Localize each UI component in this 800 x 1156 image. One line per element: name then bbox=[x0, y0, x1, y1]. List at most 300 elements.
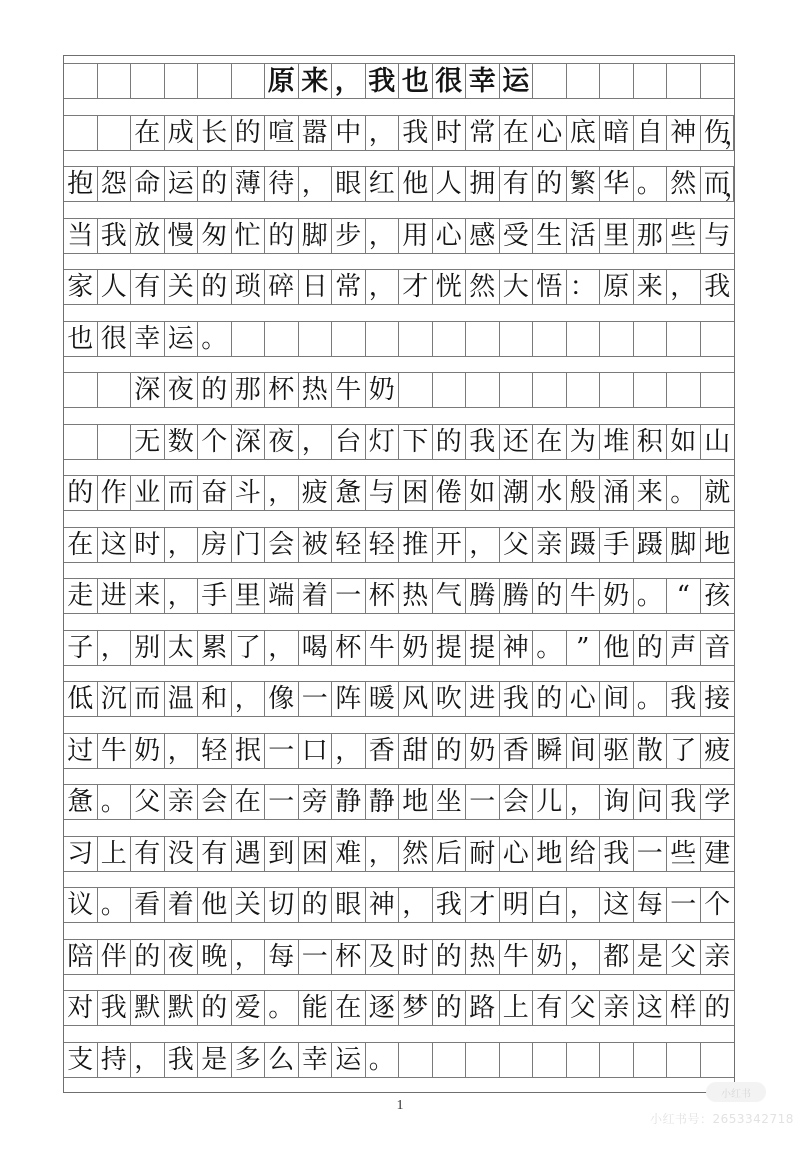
grid-cell: 的 bbox=[64, 476, 98, 510]
grid-cell: 蹑 bbox=[567, 528, 601, 562]
grid-cell: 奶 bbox=[466, 734, 500, 768]
text-row bbox=[64, 475, 734, 511]
grid-cell bbox=[567, 1043, 601, 1077]
grid-cell: 孩 bbox=[704, 581, 731, 611]
grid-cell: ， bbox=[299, 425, 333, 459]
grid-cell: 积 bbox=[634, 425, 668, 459]
grid-cell: 持 bbox=[98, 1043, 132, 1077]
grid-cell: 来 bbox=[634, 270, 668, 304]
grid-cell: 晚 bbox=[198, 940, 232, 974]
grid-cell: 门 bbox=[232, 528, 266, 562]
grid-cell: 样 bbox=[667, 991, 701, 1025]
grid-cell: 的 bbox=[433, 991, 467, 1025]
grid-cell bbox=[366, 322, 400, 356]
grid-cell: 华 bbox=[600, 167, 634, 201]
grid-cell: 来 bbox=[634, 476, 668, 510]
grid-cell: 困 bbox=[399, 476, 433, 510]
grid-cell: 活 bbox=[567, 219, 601, 253]
text-row bbox=[64, 218, 734, 254]
grid-cell: 。 bbox=[265, 991, 299, 1025]
grid-cell: 如 bbox=[667, 425, 701, 459]
grid-cell: 忙 bbox=[232, 219, 266, 253]
text-row bbox=[64, 269, 734, 305]
grid-cell: 着 bbox=[165, 888, 199, 922]
grid-cell: 累 bbox=[198, 631, 232, 665]
grid-cell: 气 bbox=[433, 579, 467, 613]
grid-cell: 斗 bbox=[232, 476, 266, 510]
grid-cell: 人 bbox=[98, 270, 132, 304]
grid-cell: 蹑 bbox=[634, 528, 668, 562]
grid-cell: 运 bbox=[332, 1043, 366, 1077]
grid-cell: 脚 bbox=[667, 528, 701, 562]
page-number: 1 bbox=[396, 1098, 404, 1113]
grid-cell: 奶 bbox=[131, 734, 165, 768]
grid-cell: 而 bbox=[701, 167, 735, 201]
grid-cell: 亲 bbox=[600, 991, 634, 1025]
grid-cell: 这 bbox=[98, 528, 132, 562]
grid-cell: 音 bbox=[704, 632, 731, 663]
grid-cell: 他 bbox=[399, 167, 433, 201]
grid-cell bbox=[634, 1043, 668, 1077]
grid-cell: 而 bbox=[131, 682, 165, 716]
grid-cell: ， bbox=[366, 837, 400, 871]
grid-cell: 。 bbox=[366, 1043, 400, 1077]
grid-cell: 的 bbox=[299, 888, 333, 922]
grid-cell: 很 bbox=[433, 64, 467, 98]
grid-cell: 杯 bbox=[332, 631, 366, 665]
grid-cell: 手 bbox=[600, 528, 634, 562]
grid-cell bbox=[332, 322, 366, 356]
grid-cell: 像 bbox=[265, 682, 299, 716]
grid-cell: 我 bbox=[667, 785, 701, 819]
grid-cell: 。 bbox=[634, 579, 668, 613]
grid-cell: 路 bbox=[466, 991, 500, 1025]
grid-cell bbox=[232, 322, 266, 356]
subheading-row bbox=[64, 372, 734, 408]
grid-cell: 切 bbox=[265, 888, 299, 922]
grid-cell: 及 bbox=[366, 940, 400, 974]
text-row bbox=[64, 527, 734, 563]
grid-cell: 是 bbox=[198, 1043, 232, 1077]
grid-cell: 深 bbox=[131, 373, 165, 407]
grid-cell: 用 bbox=[399, 219, 433, 253]
grid-cell: 甜 bbox=[399, 734, 433, 768]
grid-cell: 拥 bbox=[466, 167, 500, 201]
grid-cell: 房 bbox=[198, 528, 232, 562]
title-row bbox=[64, 63, 734, 99]
grid-cell: 端 bbox=[265, 579, 299, 613]
grid-cell: ， bbox=[98, 631, 132, 665]
grid-cell: 深 bbox=[232, 425, 266, 459]
grid-cell: 能 bbox=[299, 991, 333, 1025]
grid-cell bbox=[466, 322, 500, 356]
grid-cell: 遇 bbox=[232, 837, 266, 871]
grid-cell: ， bbox=[567, 888, 601, 922]
grid-cell: 关 bbox=[232, 888, 266, 922]
grid-cell: 时 bbox=[433, 116, 467, 150]
grid-cell: 堆 bbox=[600, 425, 634, 459]
grid-cell: 在 bbox=[64, 528, 98, 562]
grid-cell: 。 bbox=[634, 167, 668, 201]
grid-cell: 。 bbox=[533, 631, 567, 665]
grid-cell bbox=[667, 373, 701, 407]
grid-cell: 地 bbox=[399, 785, 433, 819]
grid-cell: 日 bbox=[299, 270, 333, 304]
grid-cell: 都 bbox=[600, 940, 634, 974]
grid-cell: ， bbox=[366, 219, 400, 253]
grid-cell: 这 bbox=[634, 991, 668, 1025]
grid-cell: 看 bbox=[131, 888, 165, 922]
grid-cell: 疲 bbox=[299, 476, 333, 510]
grid-cell: 抿 bbox=[232, 734, 266, 768]
text-row bbox=[64, 630, 734, 666]
grid-cell bbox=[433, 1043, 467, 1077]
grid-cell: 伴 bbox=[98, 940, 132, 974]
grid-cell bbox=[98, 373, 132, 407]
grid-cell: 时 bbox=[399, 940, 433, 974]
grid-cell bbox=[64, 373, 98, 407]
margin-punctuation: ， bbox=[723, 172, 750, 203]
grid-cell: 。 bbox=[634, 682, 668, 716]
grid-cell: 子 bbox=[64, 631, 98, 665]
grid-cell bbox=[533, 64, 567, 98]
grid-cell: ， bbox=[232, 682, 266, 716]
grid-cell: 。 bbox=[667, 476, 701, 510]
grid-cell bbox=[399, 1043, 433, 1077]
grid-cell bbox=[64, 116, 98, 150]
grid-cell: 而 bbox=[165, 476, 199, 510]
grid-cell: 幸 bbox=[466, 64, 500, 98]
grid-cell bbox=[600, 64, 634, 98]
grid-cell: 幸 bbox=[299, 1043, 333, 1077]
grid-cell: 声 bbox=[667, 631, 701, 665]
grid-cell: 奋 bbox=[198, 476, 232, 510]
grid-cell: 到 bbox=[265, 837, 299, 871]
grid-cell: 他 bbox=[600, 631, 634, 665]
grid-cell: 嚣 bbox=[299, 116, 333, 150]
grid-cell: 散 bbox=[634, 734, 668, 768]
grid-cell bbox=[667, 1043, 701, 1077]
grid-cell: 也 bbox=[399, 64, 433, 98]
grid-cell: 在 bbox=[131, 116, 165, 150]
grid-cell bbox=[634, 322, 668, 356]
grid-cell: 默 bbox=[131, 991, 165, 1025]
grid-cell: 抱 bbox=[64, 167, 98, 201]
grid-cell bbox=[600, 373, 634, 407]
grid-cell: 梦 bbox=[399, 991, 433, 1025]
grid-cell: 我 bbox=[667, 682, 701, 716]
manuscript-sheet bbox=[63, 55, 750, 1093]
grid-cell: 山 bbox=[704, 426, 731, 457]
grid-cell: 眼 bbox=[332, 888, 366, 922]
watermark-badge: 小红书 bbox=[706, 1082, 766, 1102]
grid-cell: 还 bbox=[500, 425, 534, 459]
grid-cell bbox=[399, 322, 433, 356]
grid-cell: 香 bbox=[500, 734, 534, 768]
grid-cell: 放 bbox=[131, 219, 165, 253]
grid-cell: 我 bbox=[98, 991, 132, 1025]
grid-cell: 接 bbox=[704, 684, 731, 714]
grid-cell: 的 bbox=[433, 940, 467, 974]
grid-cell: 恍 bbox=[433, 270, 467, 304]
grid-cell: ， bbox=[332, 734, 366, 768]
grid-cell: 逐 bbox=[366, 991, 400, 1025]
grid-cell: 坐 bbox=[433, 785, 467, 819]
grid-cell: 亲 bbox=[533, 528, 567, 562]
grid-cell: 瞬 bbox=[533, 734, 567, 768]
grid-cell: 喧 bbox=[265, 116, 299, 150]
grid-cell: 明 bbox=[500, 888, 534, 922]
grid-cell bbox=[466, 1043, 500, 1077]
grid-cell: 在 bbox=[332, 991, 366, 1025]
grid-cell bbox=[567, 322, 601, 356]
grid-cell: 作 bbox=[98, 476, 132, 510]
grid-cell: 推 bbox=[399, 528, 433, 562]
grid-cell: 我 bbox=[98, 219, 132, 253]
grid-cell: 每 bbox=[634, 888, 668, 922]
grid-cell: 匆 bbox=[198, 219, 232, 253]
grid-cell: 上 bbox=[500, 991, 534, 1025]
grid-cell: 的 bbox=[232, 116, 266, 150]
margin-punctuation: ， bbox=[723, 121, 750, 151]
grid-cell: 会 bbox=[500, 785, 534, 819]
grid-cell: 慢 bbox=[165, 219, 199, 253]
text-row bbox=[64, 836, 734, 872]
grid-cell: 奶 bbox=[533, 940, 567, 974]
grid-cell: 这 bbox=[600, 888, 634, 922]
grid-cell: 轻 bbox=[198, 734, 232, 768]
grid-cell: 人 bbox=[433, 167, 467, 201]
grid-cell: 伤 bbox=[701, 116, 735, 150]
grid-cell: 的 bbox=[198, 270, 232, 304]
grid-cell: 有 bbox=[198, 837, 232, 871]
grid-cell: 腾 bbox=[466, 579, 500, 613]
grid-cell: 来 bbox=[131, 579, 165, 613]
grid-cell: 心 bbox=[433, 219, 467, 253]
grid-cell bbox=[433, 373, 467, 407]
grid-cell: 轻 bbox=[332, 528, 366, 562]
grid-cell: 太 bbox=[165, 631, 199, 665]
grid-cell: 运 bbox=[165, 322, 199, 356]
grid-cell: ， bbox=[399, 888, 433, 922]
grid-cell bbox=[533, 373, 567, 407]
grid-cell bbox=[701, 373, 735, 407]
grid-cell: 。 bbox=[98, 785, 132, 819]
grid-cell bbox=[667, 64, 701, 98]
grid-cell: 常 bbox=[466, 116, 500, 150]
grid-cell: ， bbox=[265, 631, 299, 665]
grid-cell: 提 bbox=[433, 631, 467, 665]
grid-cell: ， bbox=[299, 167, 333, 201]
grid-cell: 我 bbox=[366, 64, 400, 98]
grid-cell bbox=[64, 64, 98, 98]
grid-cell: 没 bbox=[165, 837, 199, 871]
grid-cell: 我 bbox=[704, 272, 731, 302]
grid-cell: 在 bbox=[533, 425, 567, 459]
grid-cell: 香 bbox=[366, 734, 400, 768]
grid-cell: 长 bbox=[198, 116, 232, 150]
text-row bbox=[64, 784, 734, 820]
grid-cell: 数 bbox=[165, 425, 199, 459]
grid-cell: 学 bbox=[704, 787, 731, 817]
grid-cell: 腾 bbox=[500, 579, 534, 613]
grid-cell: 中 bbox=[332, 116, 366, 150]
grid-cell: 心 bbox=[567, 682, 601, 716]
grid-cell: 神 bbox=[366, 888, 400, 922]
grid-cell: ， bbox=[332, 64, 366, 98]
grid-cell: 也 bbox=[64, 322, 98, 356]
grid-cell: ， bbox=[265, 476, 299, 510]
grid-cell: 的 bbox=[533, 579, 567, 613]
grid-cell: 有 bbox=[533, 991, 567, 1025]
grid-cell bbox=[533, 322, 567, 356]
grid-cell: 。 bbox=[98, 888, 132, 922]
grid-cell: 父 bbox=[667, 940, 701, 974]
grid-cell: ” bbox=[567, 631, 601, 665]
grid-cell: 建 bbox=[704, 838, 731, 869]
grid-cell: 地 bbox=[533, 837, 567, 871]
grid-cell: 薄 bbox=[232, 167, 266, 201]
text-row bbox=[64, 681, 734, 717]
grid-cell bbox=[466, 373, 500, 407]
text-row bbox=[64, 939, 734, 975]
grid-cell: 命 bbox=[131, 167, 165, 201]
grid-cell: 然 bbox=[399, 837, 433, 871]
grid-cell: 了 bbox=[667, 734, 701, 768]
grid-cell bbox=[701, 1043, 735, 1077]
grid-cell: 倦 bbox=[433, 476, 467, 510]
grid-cell: 那 bbox=[634, 219, 668, 253]
grid-cell: 被 bbox=[299, 528, 333, 562]
text-row bbox=[64, 166, 750, 203]
grid-cell: 感 bbox=[466, 219, 500, 253]
grid-cell bbox=[433, 322, 467, 356]
grid-cell: 神 bbox=[500, 631, 534, 665]
grid-cell: 的 bbox=[265, 219, 299, 253]
grid-cell: 一 bbox=[299, 940, 333, 974]
grid-cell: 原 bbox=[600, 270, 634, 304]
grid-cell: 下 bbox=[399, 425, 433, 459]
grid-cell: 与 bbox=[704, 220, 731, 251]
watermark-text: 小红书号：2653342718 bbox=[650, 1112, 794, 1126]
grid-cell: 一 bbox=[332, 579, 366, 613]
grid-cell bbox=[600, 1043, 634, 1077]
grid-cell: 潮 bbox=[500, 476, 534, 510]
grid-cell: 支 bbox=[64, 1043, 98, 1077]
grid-cell: 台 bbox=[332, 425, 366, 459]
grid-cell: 间 bbox=[600, 682, 634, 716]
grid-cell: 脚 bbox=[299, 219, 333, 253]
grid-cell: 别 bbox=[131, 631, 165, 665]
grid-cell: 低 bbox=[64, 682, 98, 716]
grid-cell: 父 bbox=[567, 991, 601, 1025]
grid-cell: 进 bbox=[98, 579, 132, 613]
text-row bbox=[64, 321, 734, 357]
grid-cell: 才 bbox=[466, 888, 500, 922]
grid-cell bbox=[232, 64, 266, 98]
grid-cell: 会 bbox=[198, 785, 232, 819]
grid-cell: 静 bbox=[332, 785, 366, 819]
grid-cell: ： bbox=[567, 270, 601, 304]
grid-cell: 耐 bbox=[466, 837, 500, 871]
grid-cell: 才 bbox=[399, 270, 433, 304]
grid-cell: 询 bbox=[600, 785, 634, 819]
grid-cell: 业 bbox=[131, 476, 165, 510]
grid-cell: 暗 bbox=[600, 116, 634, 150]
grid-cell bbox=[399, 373, 433, 407]
grid-cell: 父 bbox=[131, 785, 165, 819]
grid-cell: 难 bbox=[332, 837, 366, 871]
grid-cell bbox=[667, 322, 701, 356]
grid-cell: 我 bbox=[466, 425, 500, 459]
grid-cell: 夜 bbox=[165, 373, 199, 407]
grid-cell: 着 bbox=[299, 579, 333, 613]
grid-cell: 惫 bbox=[332, 476, 366, 510]
grid-cell: 每 bbox=[265, 940, 299, 974]
grid-cell: 一 bbox=[265, 734, 299, 768]
grid-cell: 议 bbox=[64, 888, 98, 922]
grid-cell: 地 bbox=[704, 529, 731, 560]
grid-cell: ， bbox=[232, 940, 266, 974]
grid-cell bbox=[634, 64, 668, 98]
grid-cell bbox=[265, 322, 299, 356]
grid-cell: 疲 bbox=[704, 735, 731, 766]
grid-cell: 我 bbox=[165, 1043, 199, 1077]
grid-cell bbox=[634, 373, 668, 407]
grid-cell: 待 bbox=[265, 167, 299, 201]
grid-cell: 常 bbox=[332, 270, 366, 304]
grid-cell: 提 bbox=[466, 631, 500, 665]
grid-cell: 悟 bbox=[533, 270, 567, 304]
grid-cell: 生 bbox=[533, 219, 567, 253]
grid-cell: ， bbox=[131, 1043, 165, 1077]
grid-cell: 水 bbox=[533, 476, 567, 510]
grid-cell bbox=[567, 64, 601, 98]
grid-cell: 牛 bbox=[366, 631, 400, 665]
grid-cell: 轻 bbox=[366, 528, 400, 562]
grid-cell: 无 bbox=[131, 425, 165, 459]
grid-cell: 是 bbox=[634, 940, 668, 974]
grid-cell: 吹 bbox=[433, 682, 467, 716]
grid-cell: 默 bbox=[165, 991, 199, 1025]
grid-cell: 对 bbox=[64, 991, 98, 1025]
grid-cell: 沉 bbox=[98, 682, 132, 716]
grid-cell: 杯 bbox=[265, 373, 299, 407]
grid-cell: 给 bbox=[567, 837, 601, 871]
grid-cell: 暖 bbox=[366, 682, 400, 716]
grid-cell: 亲 bbox=[704, 941, 731, 972]
grid-cell: 我 bbox=[433, 888, 467, 922]
grid-cell: 会 bbox=[265, 528, 299, 562]
grid-cell: ， bbox=[466, 528, 500, 562]
grid-cell: 问 bbox=[634, 785, 668, 819]
grid-cell: 关 bbox=[165, 270, 199, 304]
grid-cell: 牛 bbox=[98, 734, 132, 768]
grid-cell bbox=[165, 64, 199, 98]
grid-cell: 的 bbox=[198, 373, 232, 407]
grid-cell bbox=[198, 64, 232, 98]
text-row bbox=[64, 733, 734, 769]
grid-cell bbox=[500, 373, 534, 407]
grid-cell: ， bbox=[366, 270, 400, 304]
grid-cell: 我 bbox=[399, 116, 433, 150]
grid-cell: 夜 bbox=[265, 425, 299, 459]
grid-cell: 父 bbox=[500, 528, 534, 562]
grid-cell: 夜 bbox=[165, 940, 199, 974]
grid-cell: 的 bbox=[198, 991, 232, 1025]
grid-cell: 亲 bbox=[165, 785, 199, 819]
grid-cell: 驱 bbox=[600, 734, 634, 768]
